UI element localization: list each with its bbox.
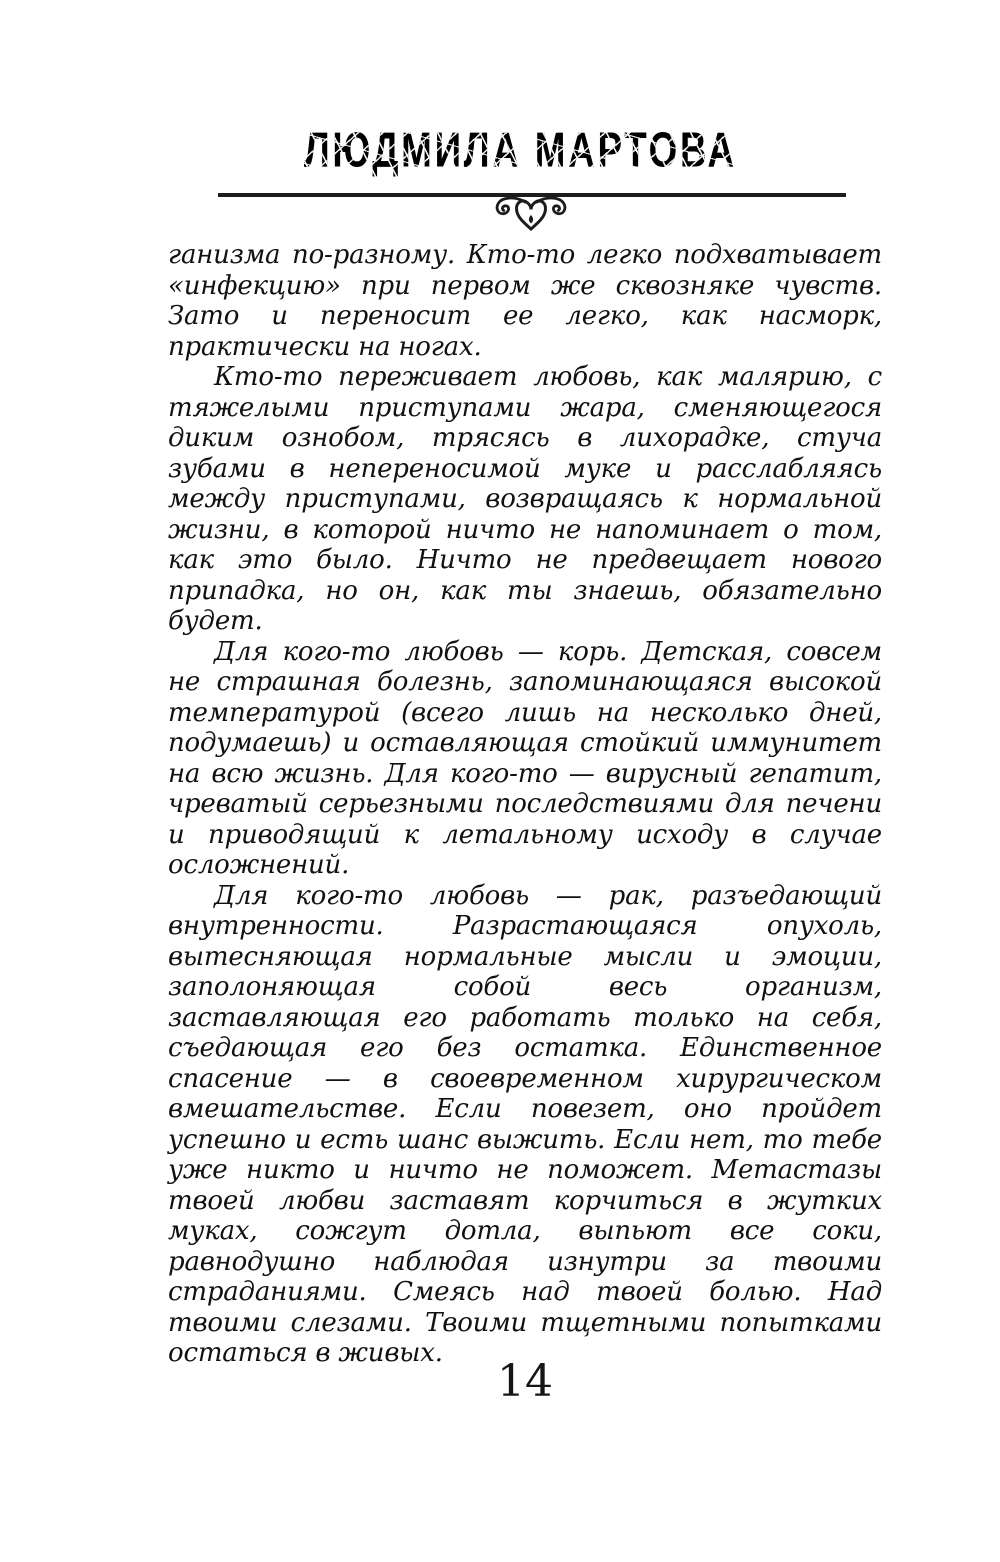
paragraph: Для кого-то любовь — корь. Детская, совсем не страшная болезнь, запоминающаяся высокой температурой (всего лишь на несколько дней, подумаешь) и оставляющая стойкий иммунитет на всю жизнь. Для кого-то — вирусный гепатит, чреватый серьезными последствиями для печени и приводящий к летальному исходу в случае осложнений. xyxy=(168,636,882,880)
page-header xyxy=(0,124,1000,178)
page-number: 14 xyxy=(497,1356,553,1407)
heart-scroll-flourish-icon xyxy=(486,196,576,234)
paragraph: Для кого-то любовь — рак, разъедающий внутренности. Разрастающаяся опухоль, вытесняющая нормальные мысли и эмоции, заполоняющая собой весь организм, заставляющая его работать только на себя, съедающая его без остатка. Единственное спасение — в своевременном хирургическом вмешательстве. Если повезет, оно пройдет успешно и есть шанс выжить. Если нет, то тебе уже никто и ничто не поможет. Метастазы твоей любви заставят корчиться в жутких муках, сожгут дотла, выпьют все соки, равнодушно наблюдая изнутри за твоими страданиями. Смеясь над твоей болью. Над твоими слезами. Твоими тщетными попытками остаться в живых. xyxy=(168,880,882,1368)
author-name-heading: ЛЮДМИЛА МАРТОВА xyxy=(303,124,737,178)
paragraph-continued: ганизма по-разному. Кто-то легко подхватывает «инфекцию» при первом же сквозняке чувств. Зато и переносит ее легко, как насморк, практически на ногах. xyxy=(168,240,882,362)
paragraph: Кто-то переживает любовь, как малярию, с тяжелыми приступами жара, сменяющегося диким ознобом, трясясь в лихорадке, стуча зубами в непереносимой муке и расслабляясь между приступами, возвращаясь к нормальной жизни, в которой ничто не напоминает о том, как это было. Ничто не предвещает нового припадка, но он, как ты знаешь, обязательно будет. xyxy=(168,362,882,636)
body-text xyxy=(168,240,882,1369)
